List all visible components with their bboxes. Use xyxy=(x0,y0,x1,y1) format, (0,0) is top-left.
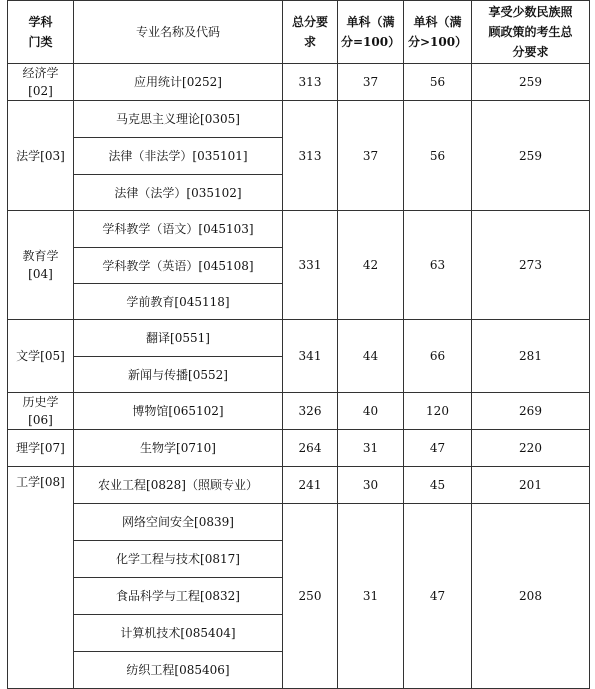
total-score-cell: 331 xyxy=(283,211,338,320)
single-gt100-cell: 63 xyxy=(404,211,472,320)
minority-score-cell: 220 xyxy=(472,430,590,467)
single-gt100-cell: 56 xyxy=(404,101,472,211)
single-100-cell: 30 xyxy=(338,467,404,504)
major-cell: 博物馆[065102] xyxy=(74,393,283,430)
table-row xyxy=(8,393,590,430)
total-score-cell: 241 xyxy=(283,467,338,504)
single-gt100-cell: 45 xyxy=(404,467,472,504)
table-row xyxy=(8,504,590,541)
single-100-cell: 37 xyxy=(338,101,404,211)
category-cell: 历史学 [06] xyxy=(8,393,74,430)
single-100-cell: 31 xyxy=(338,504,404,689)
header-row xyxy=(8,1,590,64)
major-cell: 农业工程[0828]（照顾专业） xyxy=(74,467,283,504)
total-score-cell: 250 xyxy=(283,504,338,689)
header-total: 总分要 求 xyxy=(283,1,338,64)
category-cell: 理学[07] xyxy=(8,430,74,467)
single-gt100-cell: 66 xyxy=(404,320,472,393)
header-single-100: 单科（满 分=100） xyxy=(338,1,404,64)
table-row xyxy=(8,211,590,248)
major-cell: 食品科学与工程[0832] xyxy=(74,578,283,615)
header-category: 学科 门类 xyxy=(8,1,74,64)
table-body xyxy=(8,64,590,689)
minority-score-cell: 201 xyxy=(472,467,590,504)
category-cell: 法学[03] xyxy=(8,101,74,211)
minority-score-cell: 208 xyxy=(472,504,590,689)
total-score-cell: 341 xyxy=(283,320,338,393)
table-row xyxy=(8,320,590,357)
minority-score-cell: 269 xyxy=(472,393,590,430)
minority-score-cell: 259 xyxy=(472,64,590,101)
single-100-cell: 44 xyxy=(338,320,404,393)
single-100-cell: 40 xyxy=(338,393,404,430)
category-cell: 教育学 [04] xyxy=(8,211,74,320)
major-cell: 翻译[0551] xyxy=(74,320,283,357)
category-cell: 文学[05] xyxy=(8,320,74,393)
major-cell: 纺织工程[085406] xyxy=(74,652,283,689)
table-row xyxy=(8,467,590,504)
table-row xyxy=(8,430,590,467)
total-score-cell: 264 xyxy=(283,430,338,467)
major-cell: 计算机技术[085404] xyxy=(74,615,283,652)
header-minority: 享受少数民族照 顾政策的考生总 分要求 xyxy=(472,1,590,64)
single-gt100-cell: 120 xyxy=(404,393,472,430)
total-score-cell: 313 xyxy=(283,64,338,101)
single-gt100-cell: 47 xyxy=(404,504,472,689)
single-100-cell: 37 xyxy=(338,64,404,101)
major-cell: 化学工程与技术[0817] xyxy=(74,541,283,578)
table-row xyxy=(8,64,590,101)
major-cell: 法律（法学）[035102] xyxy=(74,175,283,211)
minority-score-cell: 259 xyxy=(472,101,590,211)
major-cell: 学前教育[045118] xyxy=(74,284,283,320)
major-cell: 学科教学（英语）[045108] xyxy=(74,248,283,284)
total-score-cell: 313 xyxy=(283,101,338,211)
minority-score-cell: 281 xyxy=(472,320,590,393)
major-cell: 生物学[0710] xyxy=(74,430,283,467)
minority-score-cell: 273 xyxy=(472,211,590,320)
score-requirements-table xyxy=(7,0,590,689)
major-cell: 网络空间安全[0839] xyxy=(74,504,283,541)
major-cell: 应用统计[0252] xyxy=(74,64,283,101)
total-score-cell: 326 xyxy=(283,393,338,430)
single-100-cell: 31 xyxy=(338,430,404,467)
category-cell: 工学[08] xyxy=(8,467,74,689)
single-gt100-cell: 47 xyxy=(404,430,472,467)
header-major: 专业名称及代码 xyxy=(74,1,283,64)
single-100-cell: 42 xyxy=(338,211,404,320)
header-single-gt100: 单科（满 分>100） xyxy=(404,1,472,64)
major-cell: 马克思主义理论[0305] xyxy=(74,101,283,138)
table-row xyxy=(8,101,590,138)
category-cell: 经济学 [02] xyxy=(8,64,74,101)
major-cell: 新闻与传播[0552] xyxy=(74,357,283,393)
major-cell: 学科教学（语文）[045103] xyxy=(74,211,283,248)
major-cell: 法律（非法学）[035101] xyxy=(74,138,283,175)
single-gt100-cell: 56 xyxy=(404,64,472,101)
